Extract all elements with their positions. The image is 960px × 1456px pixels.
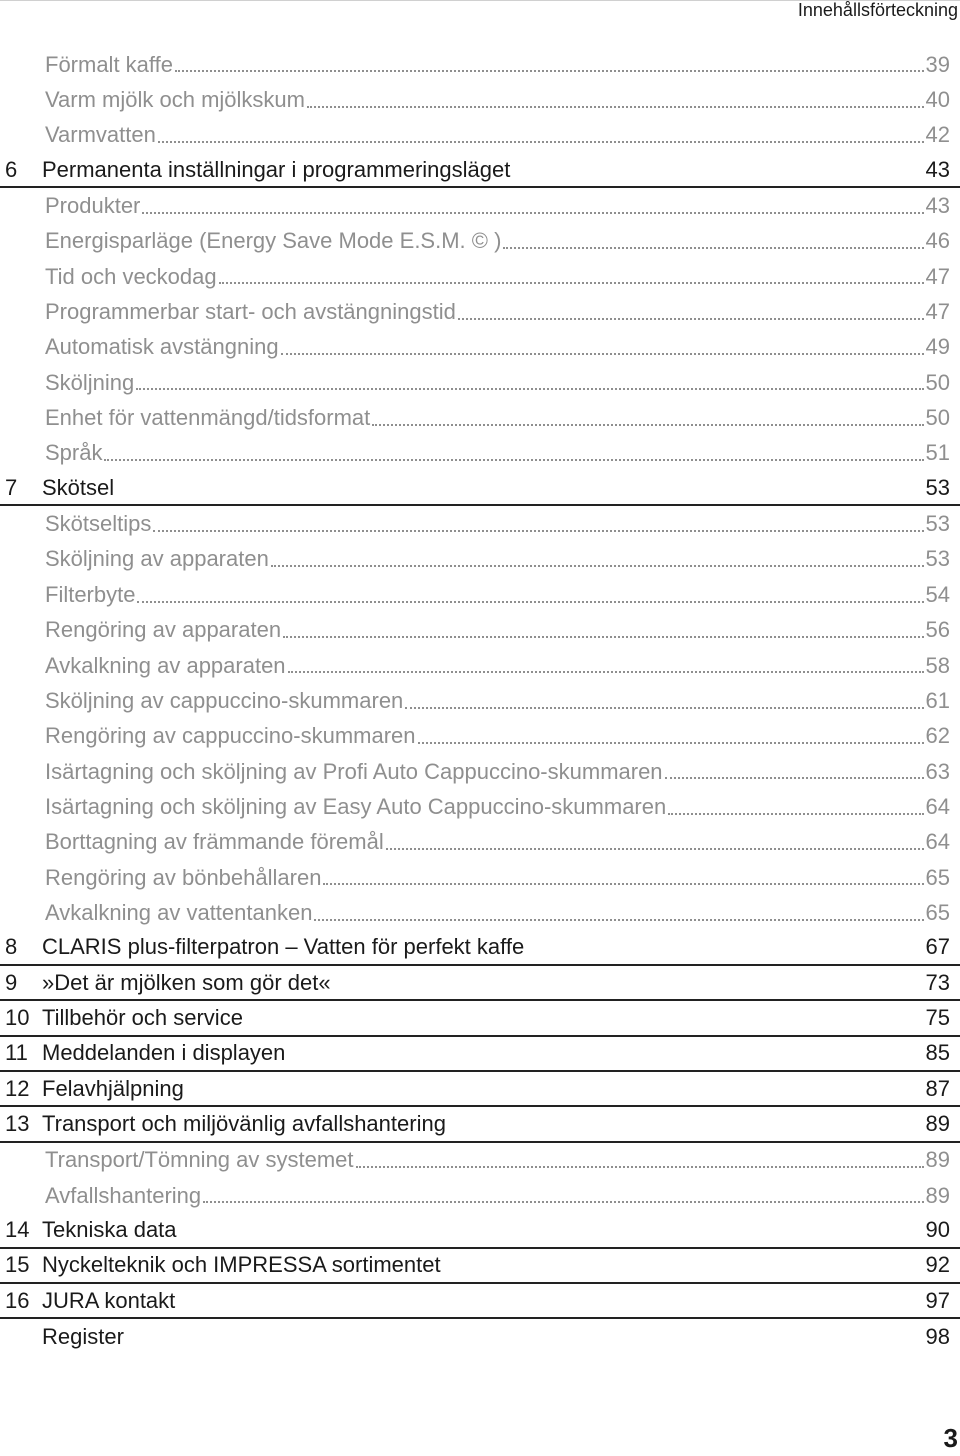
dot-leader <box>219 282 924 284</box>
dot-leader <box>153 530 923 532</box>
toc-page-number: 42 <box>925 122 950 148</box>
toc-page-number: 53 <box>925 546 950 572</box>
toc-page-number: 67 <box>925 934 950 960</box>
dot-leader <box>104 459 923 461</box>
toc-chapter-row[interactable] <box>0 153 960 188</box>
dot-leader <box>142 212 923 214</box>
toc-entry-label: »Det är mjölken som gör det« <box>42 969 331 995</box>
dot-leader <box>314 919 923 921</box>
toc-entry-label: Programmerbar start- och avstängningstid <box>45 299 456 325</box>
toc-page-number: 73 <box>925 969 950 995</box>
toc-page-number: 62 <box>925 723 950 749</box>
toc-entry-row[interactable] <box>0 436 960 471</box>
toc-chapter-number: 16 <box>5 1287 30 1313</box>
toc-chapter-row[interactable] <box>0 1284 960 1319</box>
toc-entry-label: Sköljning av apparaten <box>45 546 269 572</box>
toc-entry-label: Rengöring av bönbehållaren <box>45 864 322 890</box>
toc-page-number: 61 <box>925 687 950 713</box>
toc-page-number: 75 <box>925 1004 950 1030</box>
toc-chapter-row[interactable] <box>0 1037 960 1072</box>
toc-entry-row[interactable] <box>0 188 960 223</box>
dot-leader <box>136 388 923 390</box>
toc-chapter-row[interactable] <box>0 1107 960 1142</box>
toc-entry-label: Rengöring av apparaten <box>45 617 282 643</box>
toc-entry-label: Avkalkning av vattentanken <box>45 899 313 925</box>
toc-entry-label: Permanenta inställningar i programmeringsläget <box>42 156 511 182</box>
toc-chapter-number: 6 <box>5 156 18 182</box>
toc-page-number: 49 <box>925 334 950 360</box>
toc-entry-label: Tekniska data <box>42 1217 177 1243</box>
toc-entry-row[interactable] <box>0 82 960 117</box>
toc-page-number: 43 <box>925 156 950 182</box>
toc-entry-label: Skötseltips <box>45 511 152 537</box>
toc-entry-row[interactable] <box>0 259 960 294</box>
toc-chapter-row[interactable] <box>0 1213 960 1248</box>
dot-leader <box>175 70 924 72</box>
toc-chapter-number: 12 <box>5 1075 30 1101</box>
toc-entry-label: Meddelanden i displayen <box>42 1040 286 1066</box>
toc-page-number: 47 <box>925 263 950 289</box>
dot-leader <box>158 141 924 143</box>
toc-page-number: 40 <box>925 87 950 113</box>
toc-entry-row[interactable] <box>0 542 960 577</box>
toc-entry-label: Automatisk avstängning <box>45 334 279 360</box>
toc-entry-label: Transport och miljövänlig avfallshantering <box>42 1110 446 1136</box>
toc-page-number: 87 <box>925 1075 950 1101</box>
toc-page-number: 56 <box>925 617 950 643</box>
toc-entry-label: Tillbehör och service <box>42 1004 243 1030</box>
toc-entry-label: Rengöring av cappuccino-skummaren <box>45 723 416 749</box>
dot-leader <box>203 1201 923 1203</box>
dot-leader <box>288 671 924 673</box>
toc-entry-row[interactable] <box>0 365 960 400</box>
toc-page-number: 97 <box>925 1287 950 1313</box>
dot-leader <box>458 318 924 320</box>
toc-entry-label: Register <box>42 1324 124 1350</box>
toc-chapter-number: 11 <box>5 1040 28 1066</box>
toc-chapter-number: 9 <box>5 969 18 995</box>
toc-entry-row[interactable] <box>0 1178 960 1213</box>
dot-leader <box>307 106 924 108</box>
toc-chapter-number: 15 <box>5 1252 30 1278</box>
toc-entry-row[interactable] <box>0 648 960 683</box>
toc-entry-label: Avfallshantering <box>45 1182 202 1208</box>
toc-entry-label: Varm mjölk och mjölkskum <box>45 87 305 113</box>
toc-entry-row[interactable] <box>0 754 960 789</box>
toc-entry-row[interactable] <box>0 294 960 329</box>
toc-page-number: 89 <box>925 1147 950 1173</box>
toc-entry-label: Skötsel <box>42 474 115 500</box>
toc-chapter-row[interactable] <box>0 1249 960 1284</box>
page-number: 3 <box>943 1423 958 1453</box>
toc-chapter-row[interactable] <box>0 966 960 1001</box>
toc-chapter-number: 7 <box>5 474 18 500</box>
toc-chapter-row[interactable] <box>0 1072 960 1107</box>
toc-page-number: 51 <box>925 440 950 466</box>
toc-entry-row[interactable] <box>0 400 960 435</box>
toc-chapter-number: 10 <box>5 1004 30 1030</box>
toc-entry-label: Filterbyte <box>45 581 136 607</box>
toc-entry-label: Tid och veckodag <box>45 263 217 289</box>
dot-leader <box>405 707 923 709</box>
toc-chapter-row[interactable] <box>0 471 960 506</box>
toc-entry-label: Energisparläge (Energy Save Mode E.S.M. © ) <box>45 228 502 254</box>
toc-entry-row[interactable] <box>0 577 960 612</box>
toc-entry-label: Varmvatten <box>45 122 156 148</box>
toc-page-number: 89 <box>925 1182 950 1208</box>
toc-entry-label: Förmalt kaffe <box>45 51 173 77</box>
toc-entry-label: Isärtagning och sköljning av Profi Auto Cappuccino-skummaren <box>45 758 663 784</box>
toc-entry-row[interactable] <box>0 506 960 541</box>
toc-entry-row[interactable] <box>0 860 960 895</box>
page-header <box>0 0 960 41</box>
toc-page-number: 65 <box>925 864 950 890</box>
dot-leader <box>372 424 923 426</box>
toc-entry-row[interactable] <box>0 118 960 153</box>
toc-chapter-row[interactable] <box>0 1319 960 1354</box>
toc-entry-label: Språk <box>45 440 103 466</box>
header-title: Innehållsförteckning <box>797 0 958 20</box>
toc-page-number: 92 <box>925 1252 950 1278</box>
toc-entry-row[interactable] <box>0 789 960 824</box>
toc-chapter-number: 8 <box>5 934 18 960</box>
toc-chapter-number: 13 <box>5 1110 30 1136</box>
toc-page-number: 47 <box>925 299 950 325</box>
dot-leader <box>665 777 924 779</box>
toc-page-number: 50 <box>925 405 950 431</box>
toc-entry-label: Nyckelteknik och IMPRESSA sortimentet <box>42 1252 441 1278</box>
toc-entry-label: JURA kontakt <box>42 1287 176 1313</box>
toc-page-number: 53 <box>925 474 950 500</box>
toc-page-number: 46 <box>925 228 950 254</box>
toc-entry-label: Borttagning av främmande föremål <box>45 829 384 855</box>
toc-entry-label: Transport/Tömning av systemet <box>45 1147 354 1173</box>
dot-leader <box>418 742 924 744</box>
toc-page-number: 54 <box>925 581 950 607</box>
toc-page-number: 50 <box>925 369 950 395</box>
toc-entry-label: Sköljning av cappuccino-skummaren <box>45 687 404 713</box>
toc-entry-label: CLARIS plus-filterpatron – Vatten för perfekt kaffe <box>42 934 525 960</box>
toc-page-number: 43 <box>925 193 950 219</box>
toc-page-number: 58 <box>925 652 950 678</box>
dot-leader <box>503 247 923 249</box>
toc-page-number: 98 <box>925 1324 950 1350</box>
toc-entry-row[interactable] <box>0 895 960 930</box>
table-of-contents <box>0 47 960 1355</box>
toc-chapter-row[interactable] <box>0 931 960 966</box>
toc-entry-label: Produkter <box>45 193 141 219</box>
toc-entry-label: Felavhjälpning <box>42 1075 184 1101</box>
toc-entry-row[interactable] <box>0 330 960 365</box>
toc-chapter-number: 14 <box>5 1217 30 1243</box>
toc-page-number: 85 <box>925 1040 950 1066</box>
toc-page-number: 90 <box>925 1217 950 1243</box>
toc-page-number: 89 <box>925 1110 950 1136</box>
dot-leader <box>283 636 923 638</box>
toc-entry-row[interactable] <box>0 47 960 82</box>
toc-page-number: 39 <box>925 51 950 77</box>
toc-page-number: 63 <box>925 758 950 784</box>
dot-leader <box>356 1166 924 1168</box>
toc-page-number: 65 <box>925 899 950 925</box>
toc-entry-row[interactable] <box>0 719 960 754</box>
toc-entry-row[interactable] <box>0 683 960 718</box>
toc-page-number: 64 <box>925 829 950 855</box>
dot-leader <box>271 565 924 567</box>
toc-entry-label: Sköljning <box>45 369 135 395</box>
dot-leader <box>668 813 923 815</box>
toc-entry-label: Isärtagning och sköljning av Easy Auto Cappuccino-skummaren <box>45 793 667 819</box>
dot-leader <box>137 601 923 603</box>
toc-page-number: 53 <box>925 511 950 537</box>
toc-entry-label: Avkalkning av apparaten <box>45 652 286 678</box>
dot-leader <box>386 848 924 850</box>
toc-page-number: 64 <box>925 793 950 819</box>
toc-chapter-row[interactable] <box>0 1001 960 1036</box>
dot-leader <box>281 353 924 355</box>
toc-entry-row[interactable] <box>0 613 960 648</box>
toc-entry-row[interactable] <box>0 224 960 259</box>
toc-entry-row[interactable] <box>0 825 960 860</box>
toc-entry-label: Enhet för vattenmängd/tidsformat <box>45 405 371 431</box>
toc-entry-row[interactable] <box>0 1143 960 1178</box>
dot-leader <box>323 883 923 885</box>
